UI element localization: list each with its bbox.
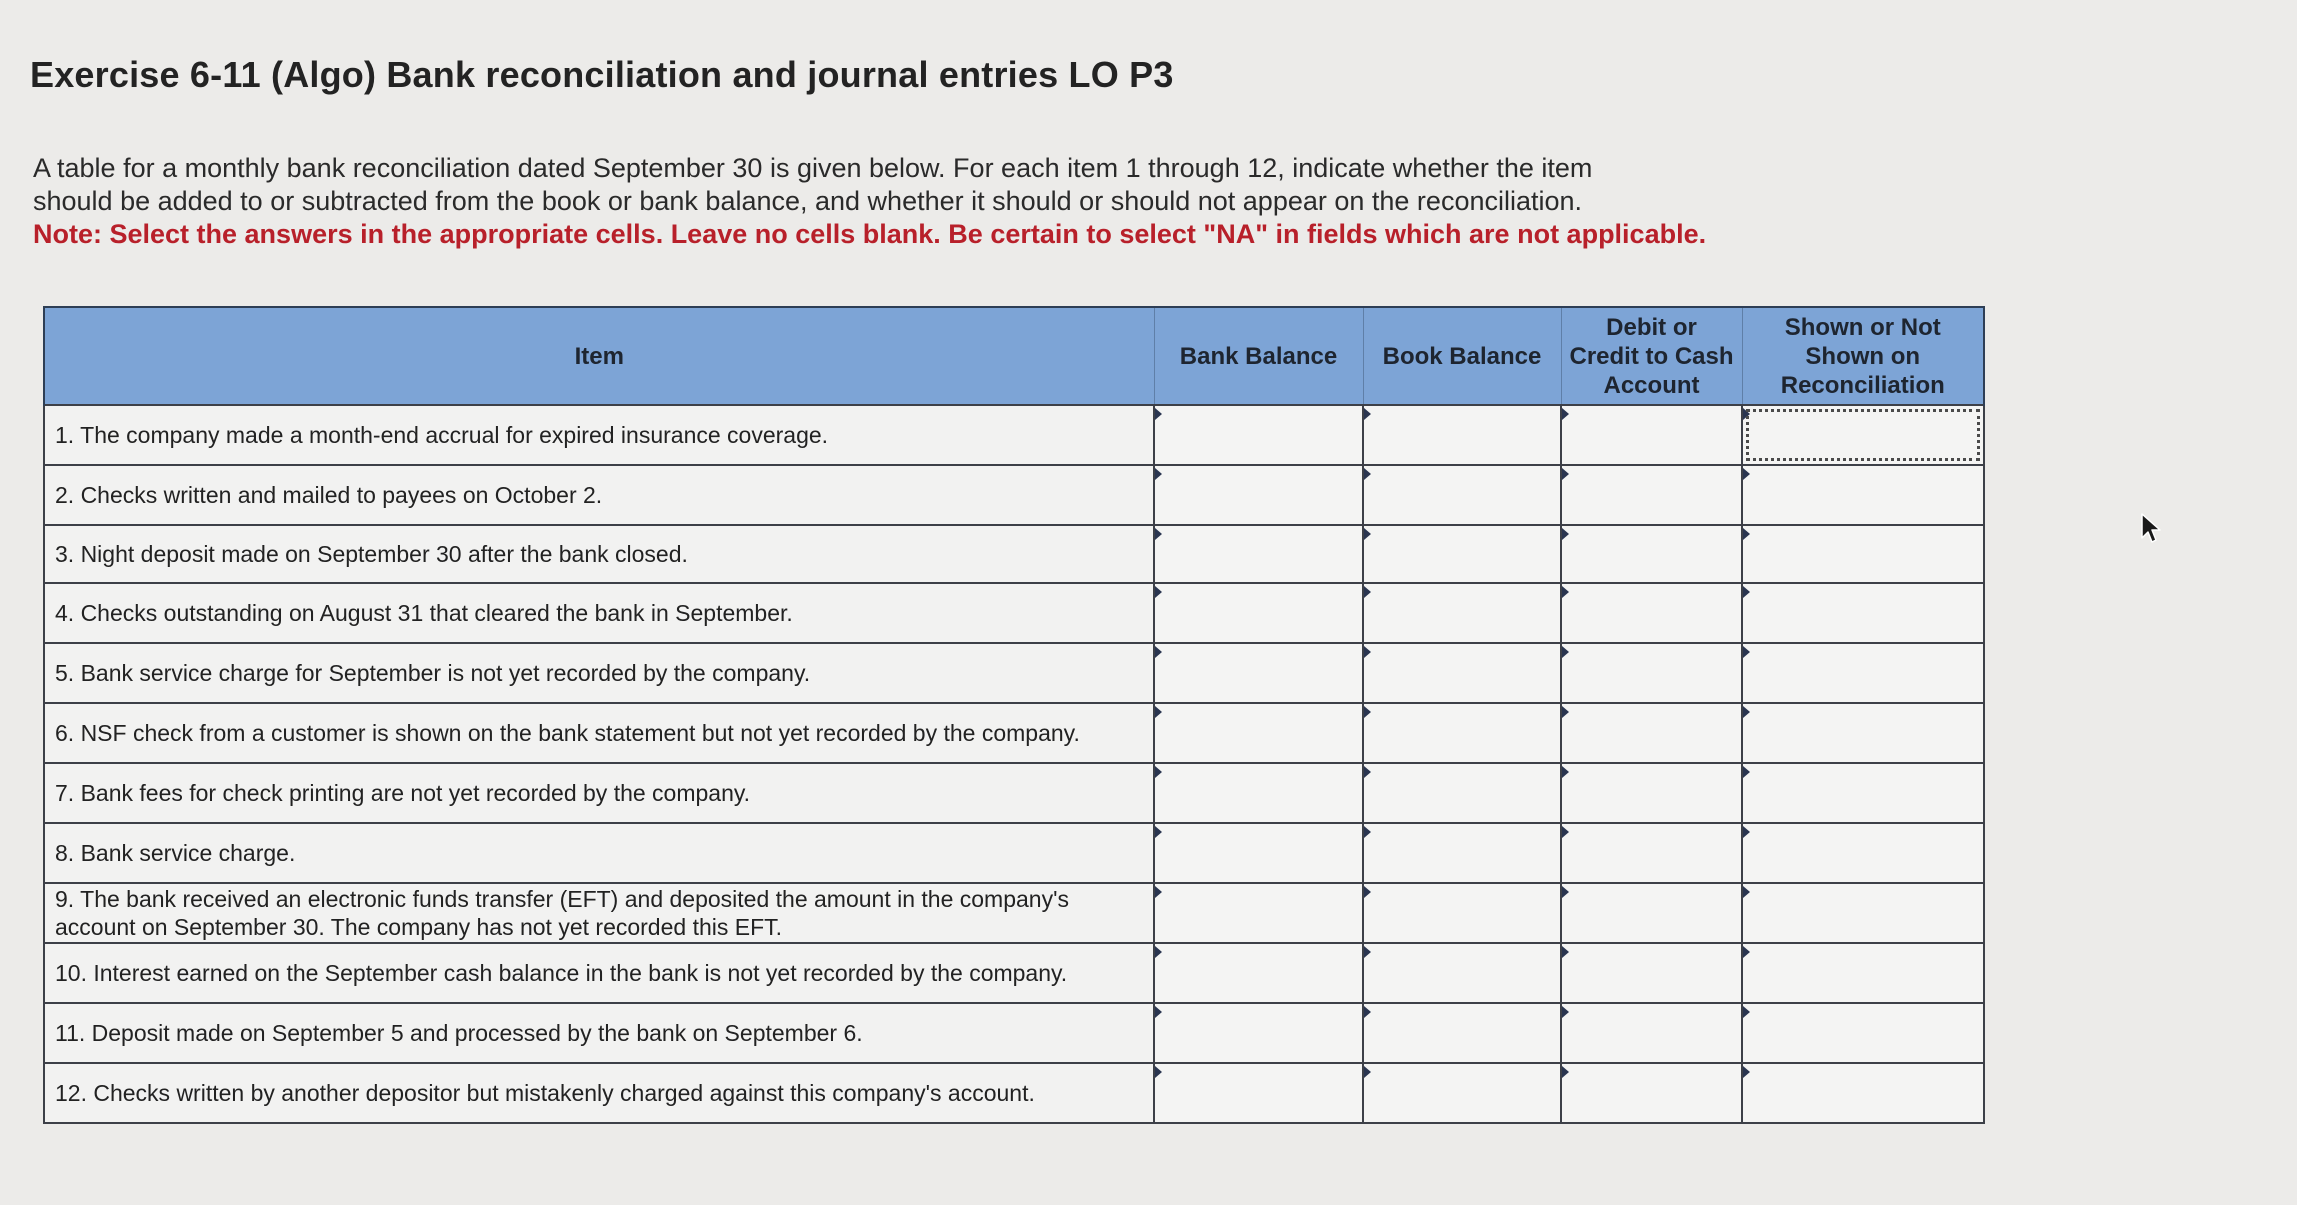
item-description: 10. Interest earned on the September cash balance in the bank is not yet recorded by the company. <box>44 943 1154 1003</box>
column-header-item-label: Item <box>574 342 624 370</box>
table-row <box>44 883 1984 943</box>
bank-balance-select[interactable] <box>1154 405 1363 465</box>
table-row <box>44 823 1984 883</box>
debit-credit-select[interactable] <box>1561 465 1742 525</box>
table-row <box>44 1063 1984 1123</box>
column-header-shown-line-2: Shown on <box>1805 342 1921 370</box>
shown-select[interactable] <box>1742 763 1984 823</box>
debit-credit-select[interactable] <box>1561 763 1742 823</box>
item-description: 1. The company made a month-end accrual for expired insurance coverage. <box>44 405 1154 465</box>
mouse-pointer-icon <box>2140 512 2162 546</box>
item-description: 7. Bank fees for check printing are not yet recorded by the company. <box>44 763 1154 823</box>
item-description: 5. Bank service charge for September is not yet recorded by the company. <box>44 643 1154 703</box>
column-header-item <box>44 307 1154 405</box>
page-title: Exercise 6-11 (Algo) Bank reconciliation and journal entries LO P3 <box>30 54 1174 95</box>
item-description: 6. NSF check from a customer is shown on the bank statement but not yet recorded by the company. <box>44 703 1154 763</box>
book-balance-select[interactable] <box>1363 1063 1561 1123</box>
bank-balance-select[interactable] <box>1154 465 1363 525</box>
book-balance-select[interactable] <box>1363 643 1561 703</box>
table-header-row <box>44 307 1984 405</box>
book-balance-select[interactable] <box>1363 405 1561 465</box>
bank-balance-select[interactable] <box>1154 943 1363 1003</box>
column-header-debit-credit-line-3: Account <box>1603 371 1700 399</box>
instructions-line-1: A table for a monthly bank reconciliation dated September 30 is given below. For each item 1 through 12, indicate whether the item <box>33 153 1593 183</box>
bank-balance-select[interactable] <box>1154 1063 1363 1123</box>
column-header-book-balance <box>1363 307 1561 405</box>
shown-select[interactable] <box>1742 883 1984 943</box>
bank-balance-select[interactable] <box>1154 763 1363 823</box>
reconciliation-table-wrapper <box>43 306 1985 1124</box>
debit-credit-select[interactable] <box>1561 643 1742 703</box>
table-row <box>44 525 1984 583</box>
shown-select[interactable] <box>1742 703 1984 763</box>
column-header-debit-credit-line-1: Debit or <box>1606 313 1697 341</box>
book-balance-select[interactable] <box>1363 525 1561 583</box>
debit-credit-select[interactable] <box>1561 525 1742 583</box>
table-row <box>44 943 1984 1003</box>
table-row <box>44 643 1984 703</box>
shown-select[interactable] <box>1742 405 1984 465</box>
instructions-note: Note: Select the answers in the appropriate cells. Leave no cells blank. Be certain to select "NA" in fields which are not applicable. <box>33 219 1707 249</box>
column-header-debit-credit-line-2: Credit to Cash <box>1569 342 1734 370</box>
table-body <box>44 405 1984 1123</box>
shown-select[interactable] <box>1742 1003 1984 1063</box>
shown-select[interactable] <box>1742 583 1984 643</box>
bank-balance-select[interactable] <box>1154 583 1363 643</box>
book-balance-select[interactable] <box>1363 943 1561 1003</box>
book-balance-select[interactable] <box>1363 1003 1561 1063</box>
book-balance-select[interactable] <box>1363 583 1561 643</box>
column-header-shown <box>1742 307 1984 405</box>
bank-balance-select[interactable] <box>1154 823 1363 883</box>
column-header-debit-credit <box>1561 307 1742 405</box>
column-header-bank-balance-label: Bank Balance <box>1179 342 1338 370</box>
table-row <box>44 1003 1984 1063</box>
column-header-shown-line-1: Shown or Not <box>1784 313 1941 341</box>
debit-credit-select[interactable] <box>1561 823 1742 883</box>
table-row <box>44 465 1984 525</box>
column-header-shown-line-3: Reconciliation <box>1780 371 1945 399</box>
shown-select[interactable] <box>1742 823 1984 883</box>
bank-balance-select[interactable] <box>1154 1003 1363 1063</box>
debit-credit-select[interactable] <box>1561 1063 1742 1123</box>
bank-balance-select[interactable] <box>1154 643 1363 703</box>
table-row <box>44 703 1984 763</box>
debit-credit-select[interactable] <box>1561 883 1742 943</box>
bank-balance-select[interactable] <box>1154 703 1363 763</box>
shown-dropdown[interactable] <box>1746 409 1980 461</box>
shown-select[interactable] <box>1742 1063 1984 1123</box>
table-row <box>44 583 1984 643</box>
table-row <box>44 763 1984 823</box>
book-balance-select[interactable] <box>1363 883 1561 943</box>
item-description: 11. Deposit made on September 5 and processed by the bank on September 6. <box>44 1003 1154 1063</box>
shown-select[interactable] <box>1742 465 1984 525</box>
item-description: 3. Night deposit made on September 30 after the bank closed. <box>44 525 1154 583</box>
item-description: 8. Bank service charge. <box>44 823 1154 883</box>
reconciliation-table <box>43 306 1985 1124</box>
book-balance-select[interactable] <box>1363 763 1561 823</box>
item-description: 12. Checks written by another depositor but mistakenly charged against this company's account. <box>44 1063 1154 1123</box>
column-header-book-balance-label: Book Balance <box>1382 342 1542 370</box>
item-description: 2. Checks written and mailed to payees on October 2. <box>44 465 1154 525</box>
book-balance-select[interactable] <box>1363 465 1561 525</box>
column-header-bank-balance <box>1154 307 1363 405</box>
debit-credit-select[interactable] <box>1561 405 1742 465</box>
debit-credit-select[interactable] <box>1561 583 1742 643</box>
book-balance-select[interactable] <box>1363 823 1561 883</box>
table-row <box>44 405 1984 465</box>
instructions-line-2: should be added to or subtracted from the book or bank balance, and whether it should or should not appear on the reconciliation. <box>33 186 1583 216</box>
instructions <box>33 152 1813 251</box>
book-balance-select[interactable] <box>1363 703 1561 763</box>
shown-select[interactable] <box>1742 525 1984 583</box>
debit-credit-select[interactable] <box>1561 943 1742 1003</box>
bank-balance-select[interactable] <box>1154 525 1363 583</box>
debit-credit-select[interactable] <box>1561 1003 1742 1063</box>
item-description: 4. Checks outstanding on August 31 that cleared the bank in September. <box>44 583 1154 643</box>
shown-select[interactable] <box>1742 943 1984 1003</box>
shown-select[interactable] <box>1742 643 1984 703</box>
item-description: 9. The bank received an electronic funds transfer (EFT) and deposited the amount in the company's account on September 30. The company has not yet recorded this EFT. <box>44 883 1154 943</box>
debit-credit-select[interactable] <box>1561 703 1742 763</box>
bank-balance-select[interactable] <box>1154 883 1363 943</box>
